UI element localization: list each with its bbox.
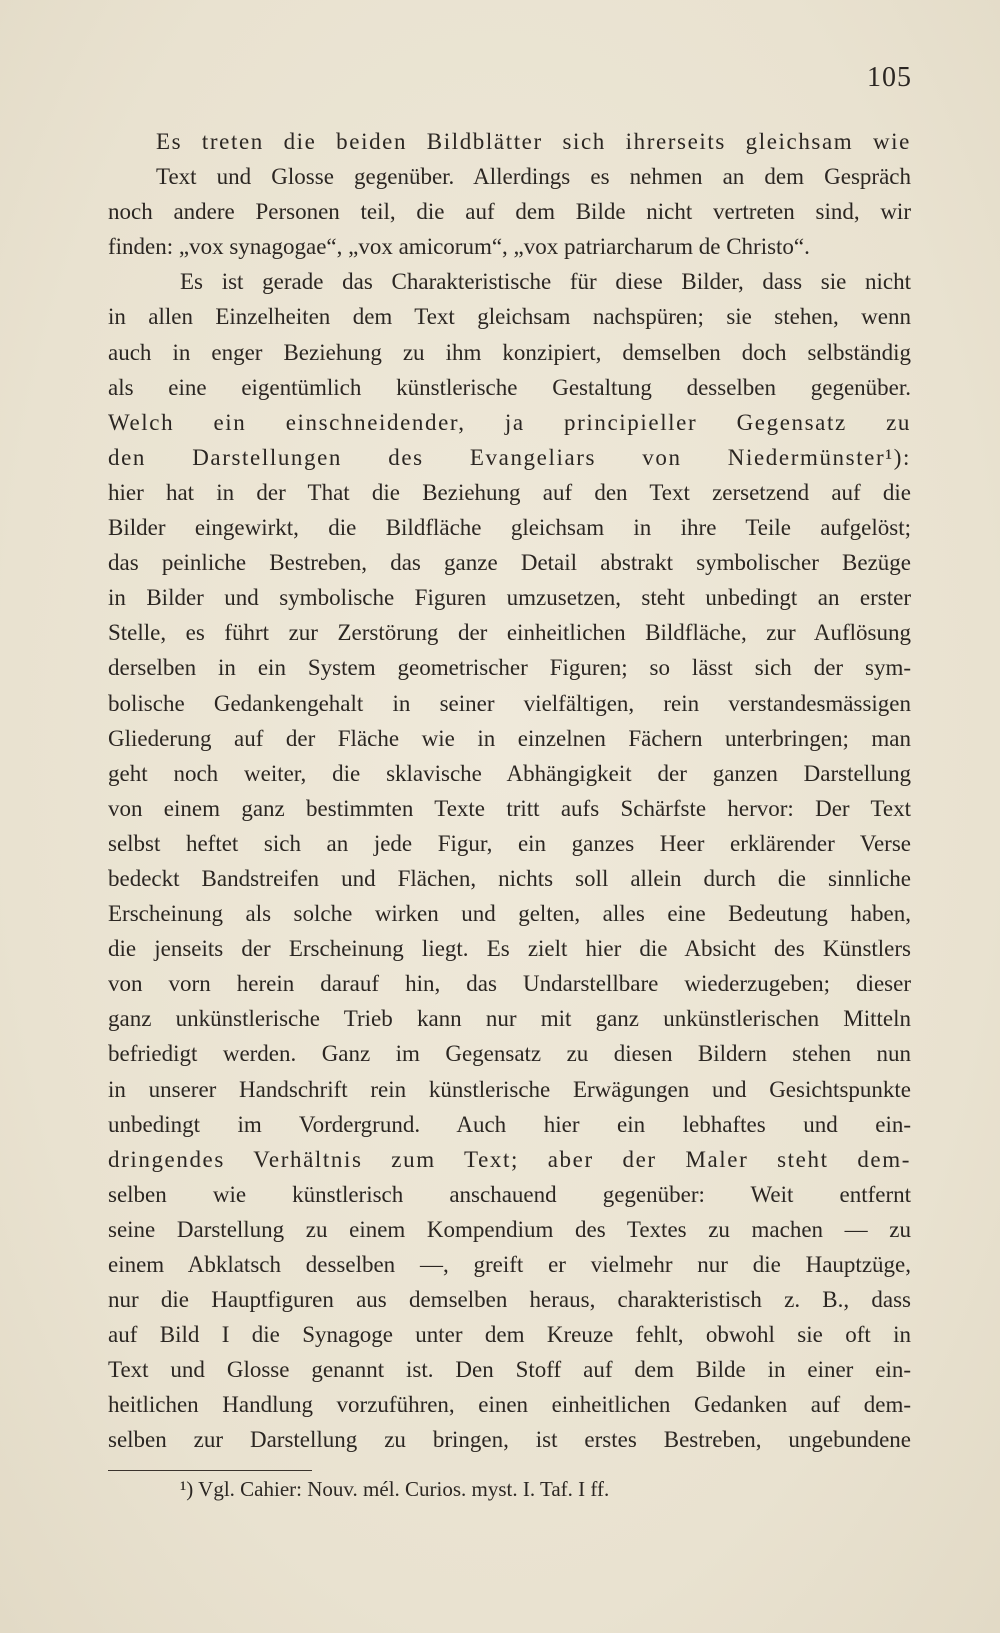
text-line: Gliederung auf der Fläche wie in einzelnen Fächern unterbringen; man — [108, 725, 911, 751]
text-line: Stelle, es führt zur Zerstörung der einheitlichen Bildfläche, zur Auflösung — [108, 620, 911, 646]
text-line: von einem ganz bestimmten Texte tritt aufs Schärfste hervor: Der Text — [108, 795, 911, 821]
text-line: Es treten die beiden Bildblätter sich ihrerseits gleichsam wie — [156, 129, 911, 154]
text-line: noch andere Personen teil, die auf dem Bilde nicht vertreten sind, wir — [108, 199, 911, 225]
text-line: Erscheinung als solche wirken und gelten, alles eine Bedeutung haben, — [108, 901, 911, 927]
text-line: Es ist gerade das Charakteristische für diese Bilder, dass sie nicht — [180, 269, 911, 295]
text-line: hier hat in der That die Beziehung auf den Text zersetzend auf die — [108, 479, 911, 505]
text-line: die jenseits der Erscheinung liegt. Es zielt hier die Absicht des Künstlers — [108, 936, 911, 962]
text-line: in unserer Handschrift rein künstlerische Erwägungen und Gesichtspunkte — [108, 1076, 911, 1102]
text-line: befriedigt werden. Ganz im Gegensatz zu diesen Bildern stehen nun — [108, 1041, 911, 1067]
text-line: als eine eigentümlich künstlerische Gestaltung desselben gegenüber. — [108, 374, 911, 400]
text-line: auf Bild I die Synagoge unter dem Kreuze fehlt, obwohl sie oft in — [108, 1322, 911, 1348]
text-line: Text und Glosse genannt ist. Den Stoff auf dem Bilde in einer ein- — [108, 1357, 911, 1383]
text-line: Welch ein einschneidender, ja principieller Gegensatz zu — [108, 409, 911, 435]
footnote-marker: ¹) — [180, 1477, 194, 1501]
text-line: ganz unkünstlerische Trieb kann nur mit ganz unkünstlerischen Mitteln — [108, 1006, 911, 1032]
text-line: in Bilder und symbolische Figuren umzusetzen, steht unbedingt an erster — [108, 585, 911, 611]
text-line: in allen Einzelheiten dem Text gleichsam nachspüren; sie stehen, wenn — [108, 304, 911, 330]
page-number: 105 — [867, 62, 912, 93]
text-line: bedeckt Bandstreifen und Flächen, nichts soll allein durch die sinnliche — [108, 865, 911, 891]
footnote-divider — [108, 1470, 312, 1471]
text-line: seine Darstellung zu einem Kompendium des Textes zu machen — zu — [108, 1216, 911, 1242]
footnote — [180, 1474, 609, 1504]
text-line: bolische Gedankengehalt in seiner vielfältigen, rein verstandesmässigen — [108, 690, 911, 716]
text-line: von vorn herein darauf hin, das Undarstellbare wiederzugeben; dieser — [108, 971, 911, 997]
footnote-text: Vgl. Cahier: Nouv. mél. Curios. myst. I. Taf. I ff. — [198, 1477, 610, 1501]
text-line: den Darstellungen des Evangeliars von Niedermünster¹): — [108, 444, 911, 470]
text-line: selben wie künstlerisch anschauend gegenüber: Weit entfernt — [108, 1181, 911, 1207]
text-line: derselben in ein System geometrischer Figuren; so lässt sich der sym- — [108, 655, 911, 681]
text-line: finden: „vox synagogae“, „vox amicorum“, „vox patriarcharum de Christo“. — [108, 234, 810, 260]
text-line: selbst heftet sich an jede Figur, ein ganzes Heer erklärender Verse — [108, 830, 911, 856]
text-line: geht noch weiter, die sklavische Abhängigkeit der ganzen Darstellung — [108, 760, 911, 786]
text-line: Text und Glosse gegenüber. Allerdings es nehmen an dem Gespräch — [156, 164, 911, 190]
text-line: auch in enger Beziehung zu ihm konzipiert, demselben doch selbständig — [108, 339, 911, 365]
body-text — [108, 124, 911, 1458]
text-line: selben zur Darstellung zu bringen, ist erstes Bestreben, ungebundene — [108, 1427, 911, 1453]
text-line: nur die Hauptfiguren aus demselben heraus, charakteristisch z. B., dass — [108, 1287, 911, 1313]
text-line: heitlichen Handlung vorzuführen, einen einheitlichen Gedanken auf dem- — [108, 1392, 911, 1418]
text-line: das peinliche Bestreben, das ganze Detail abstrakt symbolischer Bezüge — [108, 550, 911, 576]
text-line: unbedingt im Vordergrund. Auch hier ein lebhaftes und ein- — [108, 1111, 911, 1137]
text-line: dringendes Verhältnis zum Text; aber der Maler steht dem- — [108, 1146, 911, 1172]
text-line: Bilder eingewirkt, die Bildfläche gleichsam in ihre Teile aufgelöst; — [108, 515, 911, 541]
text-line: einem Abklatsch desselben —, greift er vielmehr nur die Hauptzüge, — [108, 1252, 911, 1277]
